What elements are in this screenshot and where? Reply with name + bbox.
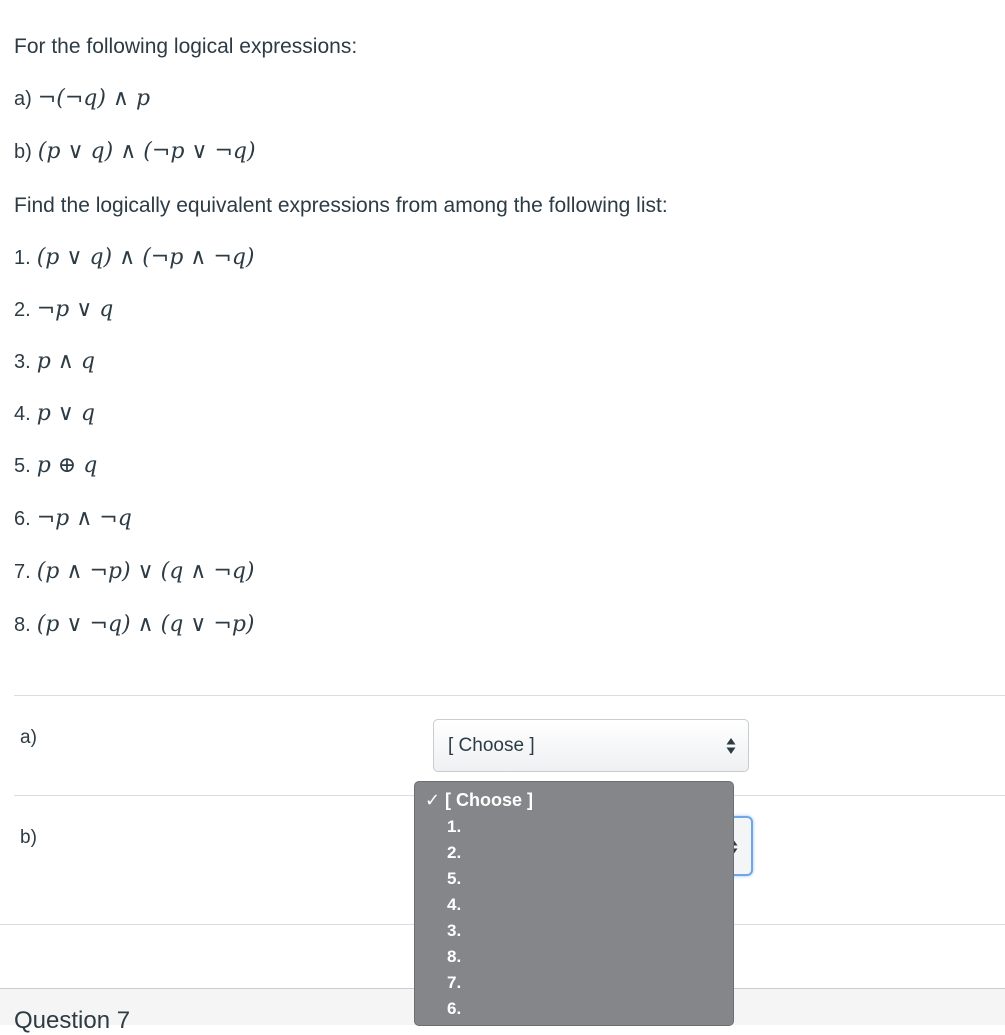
- expression-a-label: a): [14, 88, 32, 110]
- option-5: [14, 453, 97, 478]
- option-4-label: 4.: [14, 403, 31, 425]
- dropdown-option[interactable]: 7.: [447, 973, 462, 992]
- option-7-math: (p ∧ ¬p) ∨ (q ∧ ¬q): [36, 559, 255, 584]
- answer-a-label: a): [20, 727, 37, 748]
- option-3-label: 3.: [14, 351, 31, 373]
- next-question-title: Question 7: [14, 1007, 131, 1034]
- dropdown-option[interactable]: 6.: [447, 999, 462, 1018]
- option-8: [14, 612, 255, 637]
- dropdown-option-label: [ Choose ]: [445, 790, 533, 810]
- dropdown-option[interactable]: 8.: [447, 947, 462, 966]
- option-7-label: 7.: [14, 561, 31, 583]
- option-1: [14, 245, 255, 270]
- option-6: [14, 506, 132, 531]
- option-2-math: ¬p ∨ q: [36, 297, 114, 322]
- answer-b-label: b): [20, 827, 37, 848]
- divider-top: [14, 695, 1005, 696]
- expression-b: [14, 139, 256, 164]
- answer-a-selected-value: [ Choose ]: [448, 735, 535, 756]
- option-5-label: 5.: [14, 455, 31, 477]
- option-2-label: 2.: [14, 299, 31, 321]
- option-8-math: (p ∨ ¬q) ∧ (q ∨ ¬p): [36, 612, 255, 637]
- option-7: [14, 559, 255, 584]
- answer-a-select[interactable]: [433, 719, 749, 772]
- option-5-math: p ⊕ q: [36, 453, 98, 478]
- checkmark-icon: ✓: [425, 790, 441, 810]
- question-intro: For the following logical expressions:: [14, 35, 358, 58]
- option-4: [14, 401, 95, 426]
- dropdown-option[interactable]: 3.: [447, 921, 462, 940]
- option-2: [14, 297, 113, 322]
- option-6-math: ¬p ∧ ¬q: [36, 506, 132, 531]
- expression-b-math: (p ∨ q) ∧ (¬p ∨ ¬q): [37, 139, 256, 164]
- dropdown-option[interactable]: 1.: [447, 817, 462, 836]
- dropdown-option[interactable]: 2.: [447, 843, 462, 862]
- dropdown-option[interactable]: 4.: [447, 895, 462, 914]
- option-6-label: 6.: [14, 508, 31, 530]
- expression-b-label: b): [14, 141, 32, 163]
- expression-a-math: ¬(¬q) ∧ p: [37, 86, 151, 111]
- option-1-math: (p ∨ q) ∧ (¬p ∧ ¬q): [36, 245, 255, 270]
- option-1-label: 1.: [14, 247, 31, 269]
- option-3-math: p ∧ q: [36, 349, 95, 374]
- option-3: [14, 349, 95, 374]
- answer-b-dropdown-menu: [414, 781, 734, 1026]
- option-8-label: 8.: [14, 614, 31, 636]
- dropdown-option[interactable]: 5.: [447, 869, 462, 888]
- select-arrows-icon: [726, 735, 736, 757]
- option-4-math: p ∨ q: [36, 401, 95, 426]
- dropdown-option-choose[interactable]: [425, 790, 533, 811]
- list-prompt: Find the logically equivalent expressions from among the following list:: [14, 194, 668, 217]
- expression-a: [14, 86, 150, 111]
